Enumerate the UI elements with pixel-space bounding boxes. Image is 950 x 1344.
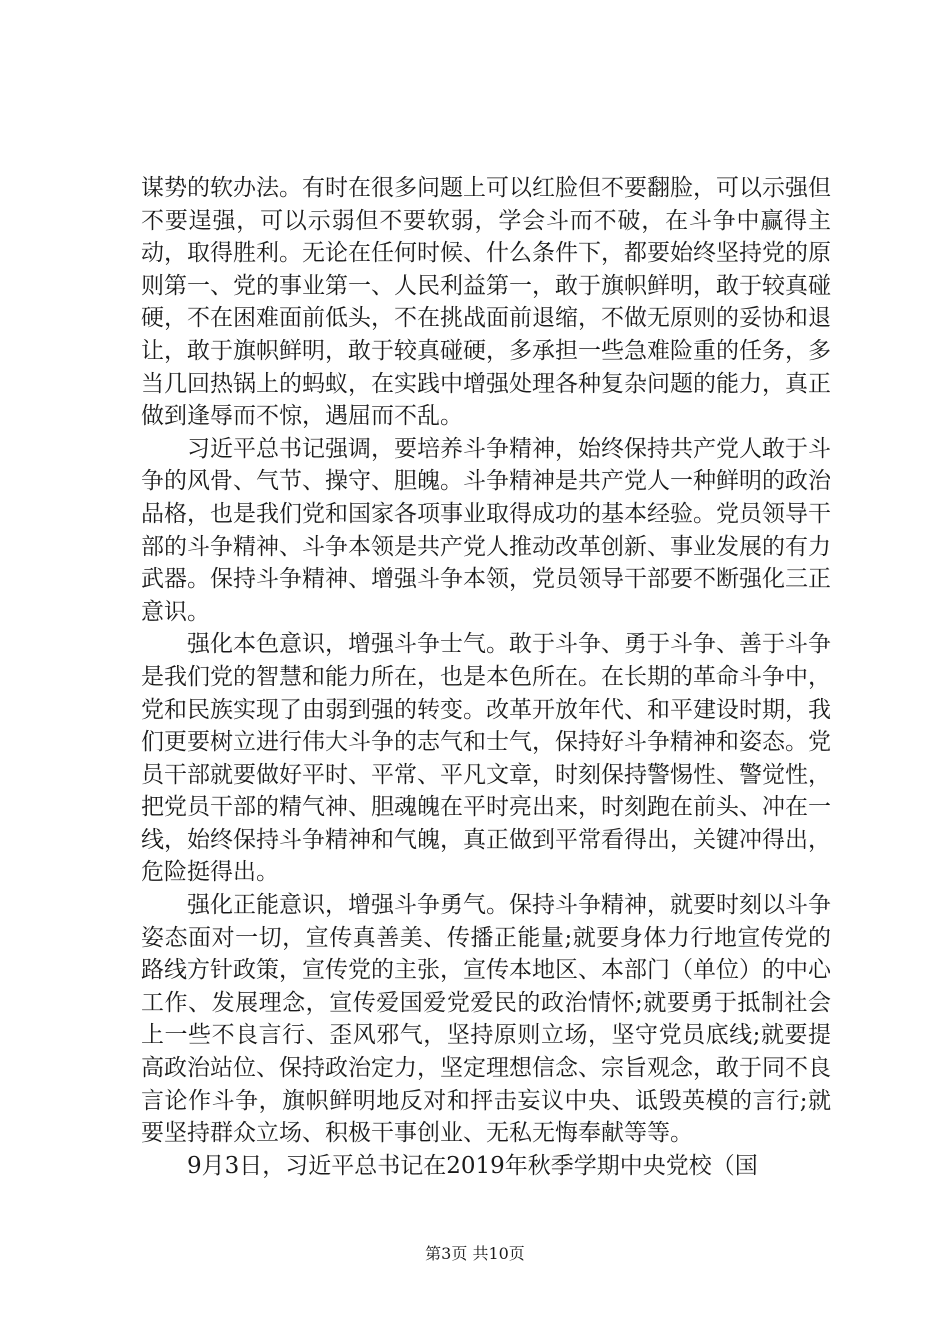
page-number-footer: 第3页 共10页: [425, 1244, 525, 1263]
paragraph-5: 9月3日，习近平总书记在2019年秋季学期中央党校（国: [187, 1152, 758, 1179]
paragraph-2: 习近平总书记强调，要培养斗争精神，始终保持共产党人敢于斗争的风骨、气节、操守、胆魄。斗争精神是共产党人一种鲜明的政治品格，也是我们党和国家各项事业取得成功的基本经验。党员领导干部的斗争精神、斗争本领是共产党人推动改革创新、事业发展的有力武器。保持斗争精神、增强斗争本领，党员领导干部要不断强化三正意识。: [141, 435, 831, 625]
paragraph-4: 强化正能意识，增强斗争勇气。保持斗争精神，就要时刻以斗争姿态面对一切，宣传真善美、传播正能量;就要身体力行地宣传党的路线方针政策，宣传党的主张，宣传本地区、本部门（单位）的中心工作、发展理念，宣传爱国爱党爱民的政治情怀;就要勇于抵制社会上一些不良言行、歪风邪气，坚持原则立场，坚守党员底线;就要提高政治站位、保持政治定力，坚定理想信念、宗旨观念，敢于同不良言论作斗争，旗帜鲜明地反对和抨击妄议中央、诋毁英模的言行;就要坚持群众立场、积极干事创业、无私无悔奉献等等。: [141, 892, 831, 1147]
body-text: [141, 172, 831, 1182]
paragraph-3: 强化本色意识，增强斗争士气。敢于斗争、勇于斗争、善于斗争是我们党的智慧和能力所在，也是本色所在。在长期的革命斗争中，党和民族实现了由弱到强的转变。改革开放年代、和平建设时期，我们更要树立进行伟大斗争的志气和士气，保持好斗争精神和姿态。党员干部就要做好平时、平常、平凡文章，时刻保持警惕性、警觉性，把党员干部的精气神、胆魂魄在平时亮出来，时刻跑在前头、冲在一线，始终保持斗争精神和气魄，真正做到平常看得出，关键冲得出，危险挺得出。: [141, 631, 831, 886]
paragraph-1: 谋势的软办法。有时在很多问题上可以红脸但不要翻脸，可以示强但不要逞强，可以示弱但不要软弱，学会斗而不破，在斗争中赢得主动，取得胜利。无论在任何时候、什么条件下，都要始终坚持党的原则第一、党的事业第一、人民利益第一，敢于旗帜鲜明，敢于较真碰硬，不在困难面前低头，不在挑战面前退缩，不做无原则的妥协和退让，敢于旗帜鲜明，敢于较真碰硬，多承担一些急难险重的任务，多当几回热锅上的蚂蚁，在实践中增强处理各种复杂问题的能力，真正做到逢辱而不惊，遇屈而不乱。: [141, 175, 831, 430]
